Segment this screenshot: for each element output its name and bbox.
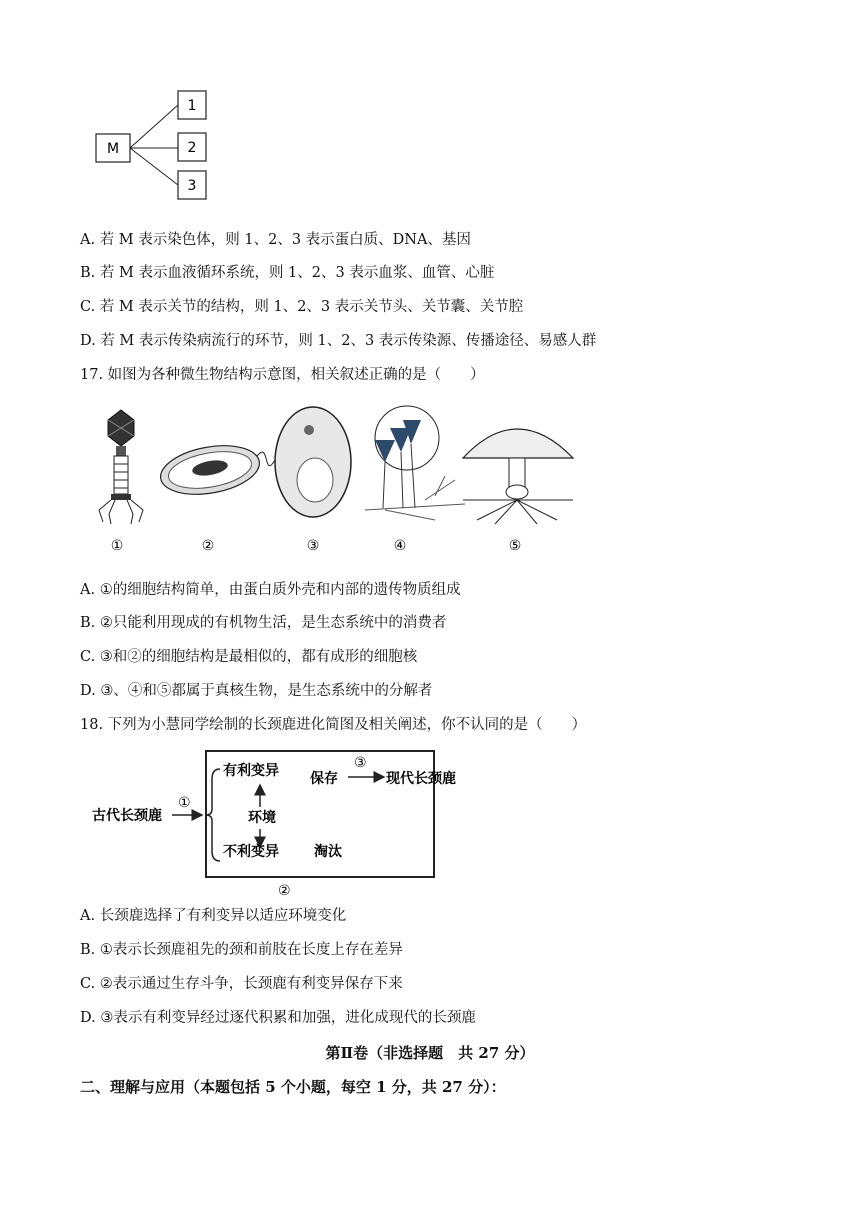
ancient-giraffe-label: 古代长颈鹿 <box>92 808 162 824</box>
variation-bracket <box>206 769 220 861</box>
bacteriophage-illustration <box>99 410 143 524</box>
q16-option-c: C. 若 M 表示关节的结构，则 1、2、3 表示关节头、关节囊、关节腔 <box>80 299 524 315</box>
environment-label: 环境 <box>248 810 276 826</box>
figure-label-2: ② <box>201 538 215 554</box>
marker-3: ③ <box>354 755 367 771</box>
q18-option-c: C. ②表示通过生存斗争，长颈鹿有利变异保存下来 <box>80 976 403 992</box>
q17-option-c: C. ③和②的细胞结构是最相似的，都有成形的细胞核 <box>80 649 418 665</box>
figure-label-1: ① <box>110 538 124 554</box>
modern-giraffe-label: 现代长颈鹿 <box>386 771 456 787</box>
q18-option-a: A. 长颈鹿选择了有利变异以适应环境变化 <box>80 908 347 924</box>
unfavorable-variation-label: 不利变异 <box>223 844 279 860</box>
marker-2: ② <box>278 883 291 899</box>
q16-option-d: D. 若 M 表示传染病流行的环节，则 1、2、3 表示传染源、传播途径、易感人群 <box>80 333 597 349</box>
microorganism-figure <box>85 400 585 560</box>
m-branch-1 <box>130 105 178 148</box>
mushroom-illustration <box>463 429 573 524</box>
bacterium-illustration <box>157 439 275 502</box>
q16-option-b: B. 若 M 表示血液循环系统，则 1、2、3 表示血浆、血管、心脏 <box>80 265 495 281</box>
section2-title: 二、理解与应用（本题包括 5 个小题，每空 1 分，共 27 分）： <box>80 1078 506 1096</box>
q17-option-d: D. ③、④和⑤都属于真核生物，是生态系统中的分解者 <box>80 683 433 699</box>
m-branch-3 <box>130 148 178 185</box>
figure-label-3: ③ <box>306 538 320 554</box>
part2-title: 第Ⅱ卷（非选择题 共 27 分） <box>325 1044 535 1062</box>
q17-stem: 17. 如图为各种微生物结构示意图，相关叙述正确的是（ ） <box>80 367 485 383</box>
figure-label-4: ④ <box>393 538 407 554</box>
q18-option-b: B. ①表示长颈鹿祖先的颈和前肢在长度上存在差异 <box>80 942 403 958</box>
giraffe-evolution-diagram <box>88 745 488 900</box>
q17-option-a: A. ①的细胞结构简单，由蛋白质外壳和内部的遗传物质组成 <box>80 582 461 598</box>
favorable-variation-label: 有利变异 <box>223 763 279 779</box>
preserve-label: 保存 <box>310 771 338 787</box>
q16-option-a: A. 若 M 表示染色体，则 1、2、3 表示蛋白质、DNA、基因 <box>80 232 471 248</box>
q17-option-b: B. ②只能利用现成的有机物生活，是生态系统中的消费者 <box>80 615 447 631</box>
m-label: M <box>106 141 120 157</box>
marker-1: ① <box>178 795 191 811</box>
child-label-3: 3 <box>187 178 197 194</box>
eliminate-label: 淘汰 <box>314 844 342 860</box>
q18-option-d: D. ③表示有利变异经过逐代积累和加强，进化成现代的长颈鹿 <box>80 1010 476 1026</box>
child-label-2: 2 <box>187 140 197 156</box>
yeast-illustration <box>275 407 351 517</box>
q18-stem: 18. 下列为小慧同学绘制的长颈鹿进化简图及相关阐述，你不认同的是（ ） <box>80 717 587 733</box>
child-label-1: 1 <box>187 98 197 114</box>
mold-illustration <box>365 406 465 520</box>
m-structure-diagram <box>90 85 220 210</box>
figure-label-5: ⑤ <box>508 538 522 554</box>
